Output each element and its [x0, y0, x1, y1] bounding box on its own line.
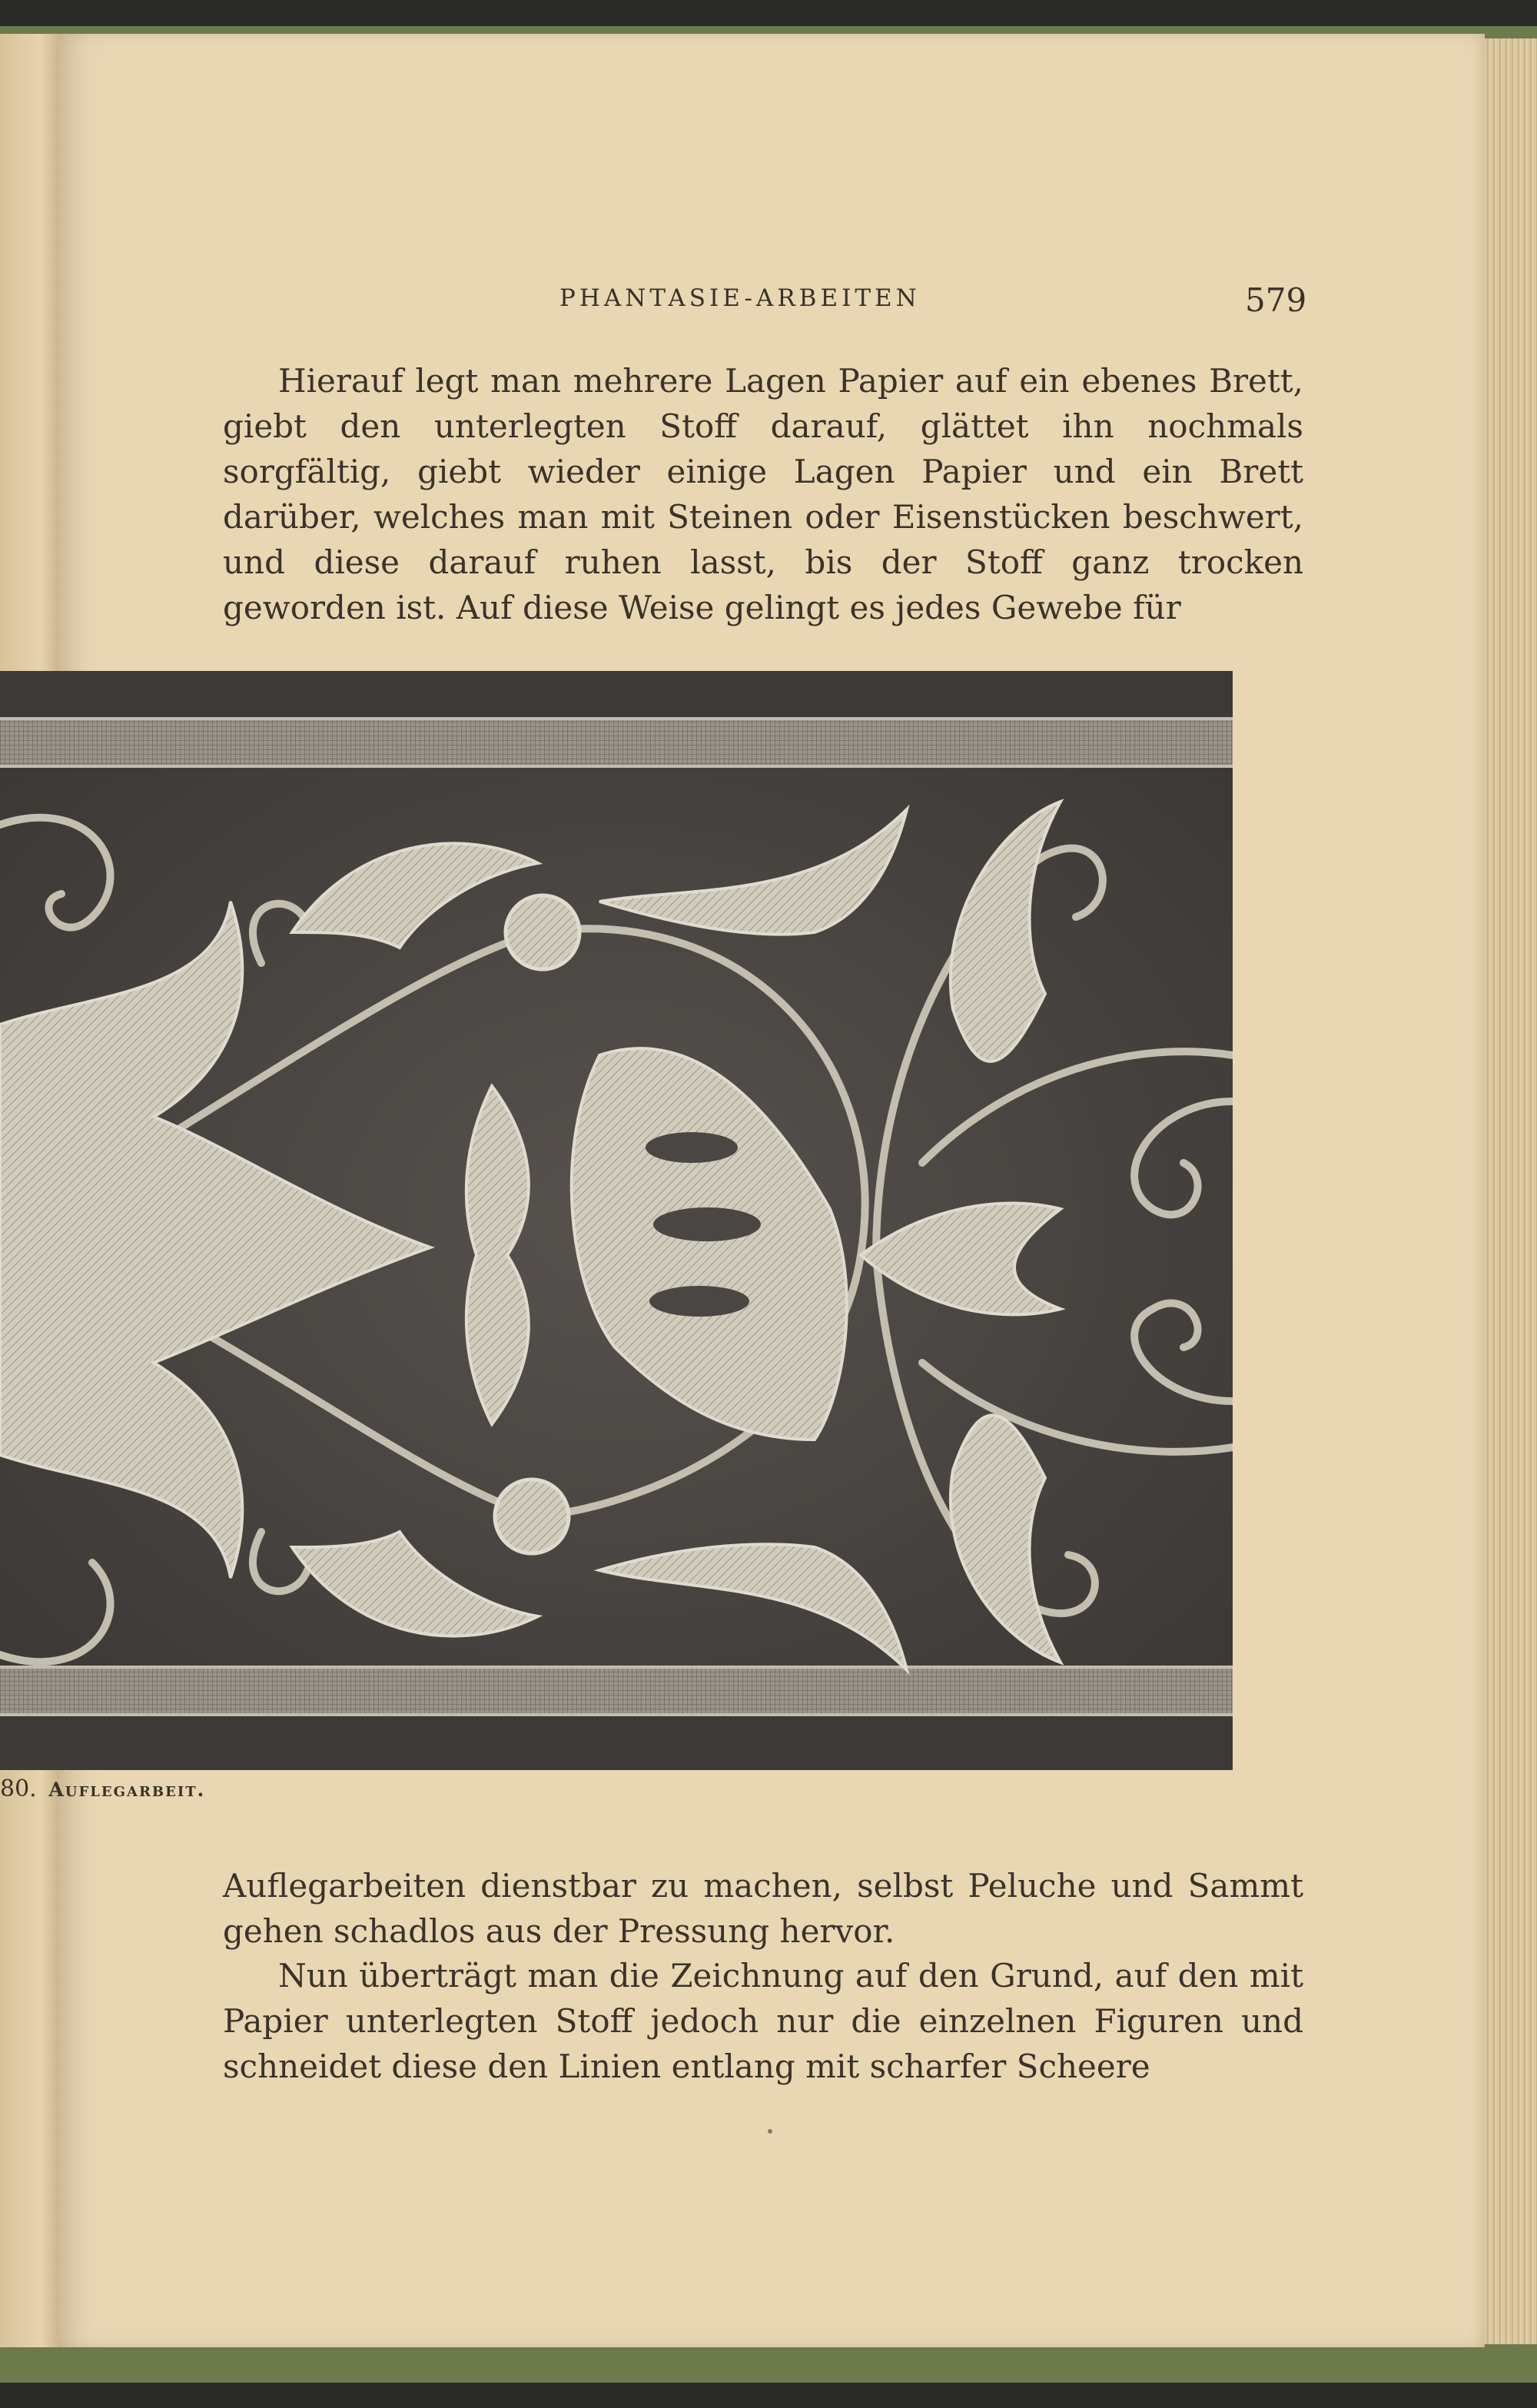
page-speck: [768, 2129, 772, 2134]
paragraph-3: Nun überträgt man die Zeichnung auf den Grund, auf den mit Papier unterlegten Stoff jedoch nur die einzelnen Figuren und schneidet diese den Linien entlang mit scharfer Scheere: [223, 1957, 1303, 2085]
paragraph-1: Hierauf legt man mehrere Lagen Papier auf ein ebenes Brett, giebt den unterlegten Stoff darauf, glättet ihn nochmals sorgfältig, giebt wieder einige Lagen Papier und ein Brett darüber, welches man mit Steinen oder Eisenstücken beschwert, und diese darauf ruhen lasst, bis der Stoff ganz trocken geworden ist. Auf diese Weise gelingt es jedes Gewebe für: [223, 362, 1303, 626]
figure-number: 80.: [0, 1775, 37, 1802]
page-stack-edge: [1485, 38, 1537, 2344]
running-head: PHANTASIE-ARBEITEN: [559, 284, 921, 312]
paragraph-2: Auflegarbeiten dienstbar zu machen, selbst Peluche und Sammt gehen schadlos aus der Pressung hervor.: [223, 1867, 1303, 1950]
figure-label: Auflegarbeit.: [48, 1779, 206, 1801]
page-number: 579: [1245, 281, 1307, 319]
appliqué-embroidery-illustration: [0, 671, 1233, 1770]
figure-caption: [0, 1775, 205, 1802]
